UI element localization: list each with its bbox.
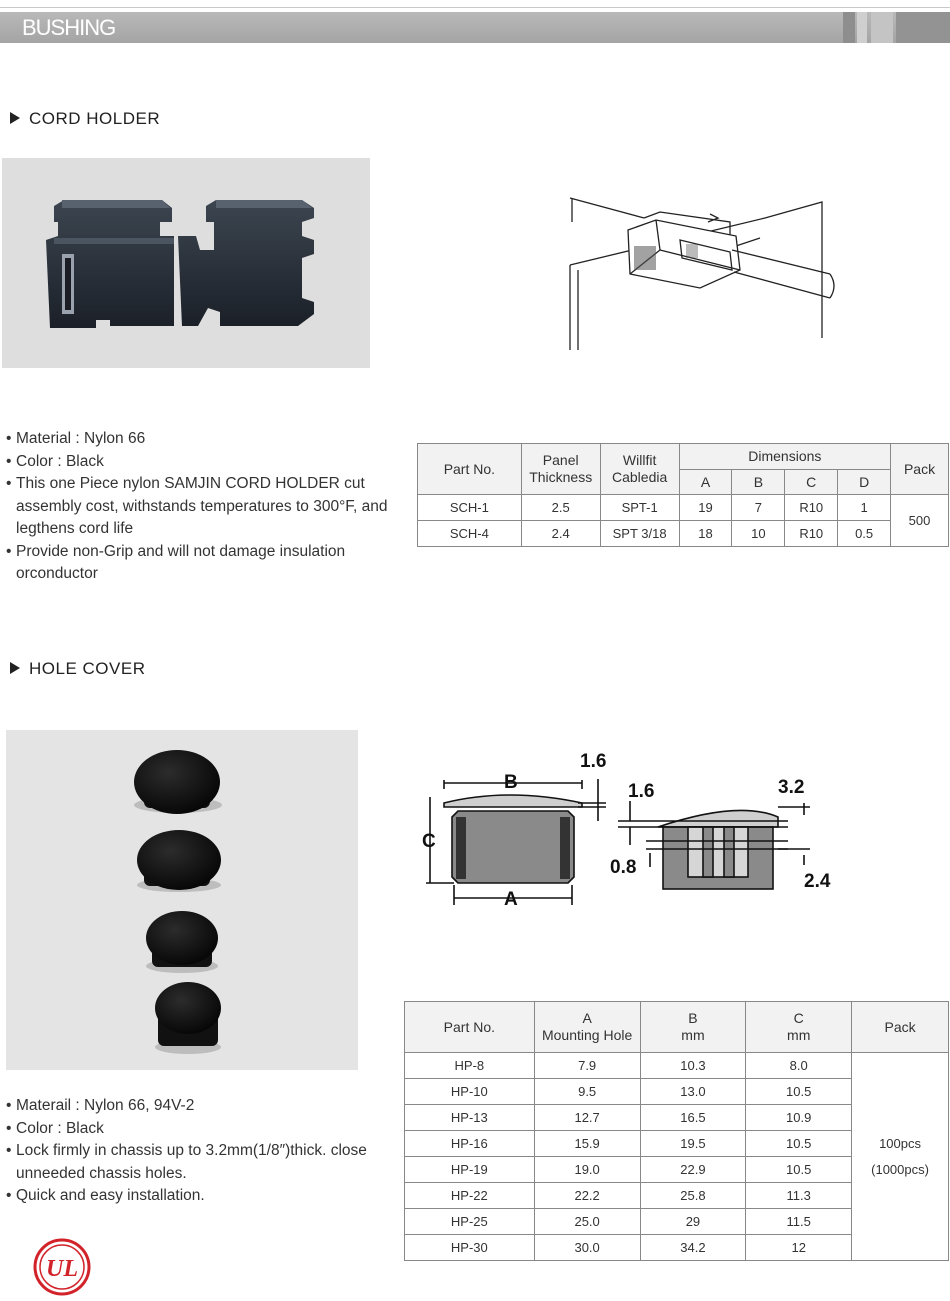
header-bar: [0, 12, 950, 43]
header-dim-c: C: [785, 470, 838, 495]
list-item: • Materail : Nylon 66, 94V-2: [6, 1095, 386, 1118]
cell-panel: 2.5: [521, 495, 600, 521]
cord-holder-photo: [2, 158, 370, 368]
page-title: BUSHING: [22, 15, 116, 40]
header-willfit-cabledia: Willfit Cabledia: [600, 444, 679, 495]
cell-c: 10.5: [746, 1131, 852, 1157]
dim-label-2-4: 2.4: [804, 871, 831, 892]
header-part-no: Part No.: [418, 444, 522, 495]
cell-part: HP-10: [405, 1079, 535, 1105]
header-part-no: Part No.: [405, 1002, 535, 1053]
cell-a: 19: [679, 495, 732, 521]
header-stripe-dark: [843, 12, 855, 43]
cord-holder-spec-list: [6, 428, 391, 586]
section-title-hole-cover: HOLE COVER: [10, 659, 145, 679]
cell-panel: 2.4: [521, 521, 600, 547]
cell-c: 11.5: [746, 1209, 852, 1235]
header-stripe-end: [896, 12, 950, 43]
hole-cover-table: [404, 1001, 949, 1261]
cell-cable: SPT-1: [600, 495, 679, 521]
cell-pack: 100pcs (1000pcs): [852, 1053, 949, 1261]
table-row: [418, 521, 949, 547]
cell-b: 10.3: [640, 1053, 746, 1079]
table-row: [405, 1053, 949, 1079]
cell-c: 11.3: [746, 1183, 852, 1209]
cord-holder-drawing: [560, 190, 840, 350]
header-dim-a: A: [679, 470, 732, 495]
section-title-cord-holder: CORD HOLDER: [10, 109, 160, 129]
list-item: • Material : Nylon 66: [6, 428, 391, 451]
header-stripe-light: [857, 12, 867, 43]
hole-cover-dimension-diagram-icon: [418, 745, 848, 915]
header-c-mm: C mm: [746, 1002, 852, 1053]
list-item: • Color : Black: [6, 1118, 386, 1141]
cell-d: 1: [838, 495, 891, 521]
cell-part: SCH-1: [418, 495, 522, 521]
cell-a: 12.7: [534, 1105, 640, 1131]
dim-label-1-6-top: 1.6: [580, 751, 607, 772]
hole-cover-photo: [6, 730, 358, 1070]
cell-b: 16.5: [640, 1105, 746, 1131]
triangle-bullet-icon: [10, 112, 20, 124]
header-pack: Pack: [852, 1002, 949, 1053]
dim-label-c: C: [422, 831, 436, 852]
cell-c: 10.9: [746, 1105, 852, 1131]
cell-b: 25.8: [640, 1183, 746, 1209]
cell-part: HP-25: [405, 1209, 535, 1235]
cell-part: SCH-4: [418, 521, 522, 547]
cell-a: 7.9: [534, 1053, 640, 1079]
top-rule: [0, 7, 950, 8]
cell-c: 10.5: [746, 1079, 852, 1105]
cell-part: HP-16: [405, 1131, 535, 1157]
cell-c: R10: [785, 521, 838, 547]
header-b-mm: B mm: [640, 1002, 746, 1053]
cell-pack: 500: [891, 495, 949, 547]
cell-b: 29: [640, 1209, 746, 1235]
cell-a: 19.0: [534, 1157, 640, 1183]
header-dimensions: Dimensions: [679, 444, 890, 470]
cell-a: 18: [679, 521, 732, 547]
header-pack: Pack: [891, 444, 949, 495]
dim-label-b: B: [504, 772, 518, 793]
cell-b: 10: [732, 521, 785, 547]
list-item: • This one Piece nylon SAMJIN CORD HOLDER cut assembly cost, withstands temperatures to 300°F, and legthens cord life: [6, 473, 391, 541]
ul-logo-icon: [33, 1238, 91, 1296]
ul-logo: [33, 1238, 91, 1296]
header-dim-d: D: [838, 470, 891, 495]
cell-part: HP-30: [405, 1235, 535, 1261]
triangle-bullet-icon: [10, 662, 20, 674]
cord-holder-panel-drawing-icon: [560, 190, 840, 350]
cell-c: R10: [785, 495, 838, 521]
hole-cover-photo-icon: [6, 730, 358, 1070]
cell-part: HP-8: [405, 1053, 535, 1079]
cell-a: 22.2: [534, 1183, 640, 1209]
header-stripe-mid: [871, 12, 893, 43]
dim-label-0-8: 0.8: [610, 857, 637, 878]
ul-logo-text: UL: [46, 1256, 78, 1282]
cell-b: 34.2: [640, 1235, 746, 1261]
table-row: [418, 495, 949, 521]
header-a-mounting-hole: A Mounting Hole: [534, 1002, 640, 1053]
cell-part: HP-19: [405, 1157, 535, 1183]
header-panel-thickness: Panel Thickness: [521, 444, 600, 495]
dim-label-a: A: [504, 889, 518, 910]
cell-a: 15.9: [534, 1131, 640, 1157]
dim-label-3-2: 3.2: [778, 777, 805, 798]
list-item: • Quick and easy installation.: [6, 1185, 386, 1208]
cell-c: 10.5: [746, 1157, 852, 1183]
cell-a: 9.5: [534, 1079, 640, 1105]
cell-b: 13.0: [640, 1079, 746, 1105]
cell-c: 8.0: [746, 1053, 852, 1079]
cell-cable: SPT 3/18: [600, 521, 679, 547]
hole-cover-diagram: [418, 745, 848, 915]
cell-part: HP-13: [405, 1105, 535, 1131]
cell-part: HP-22: [405, 1183, 535, 1209]
dim-label-1-6-right: 1.6: [628, 781, 655, 802]
list-item: • Color : Black: [6, 451, 391, 474]
cell-b: 22.9: [640, 1157, 746, 1183]
list-item: • Provide non-Grip and will not damage insulation orconductor: [6, 541, 391, 586]
cord-holder-photo-icon: [2, 158, 370, 368]
cell-c: 12: [746, 1235, 852, 1261]
list-item: • Lock firmly in chassis up to 3.2mm(1/8″)thick. close unneeded chassis holes.: [6, 1140, 386, 1185]
header-dim-b: B: [732, 470, 785, 495]
cell-b: 7: [732, 495, 785, 521]
cell-a: 25.0: [534, 1209, 640, 1235]
cell-a: 30.0: [534, 1235, 640, 1261]
hole-cover-spec-list: [6, 1095, 386, 1208]
cell-b: 19.5: [640, 1131, 746, 1157]
cell-d: 0.5: [838, 521, 891, 547]
cord-holder-table: [417, 443, 949, 547]
